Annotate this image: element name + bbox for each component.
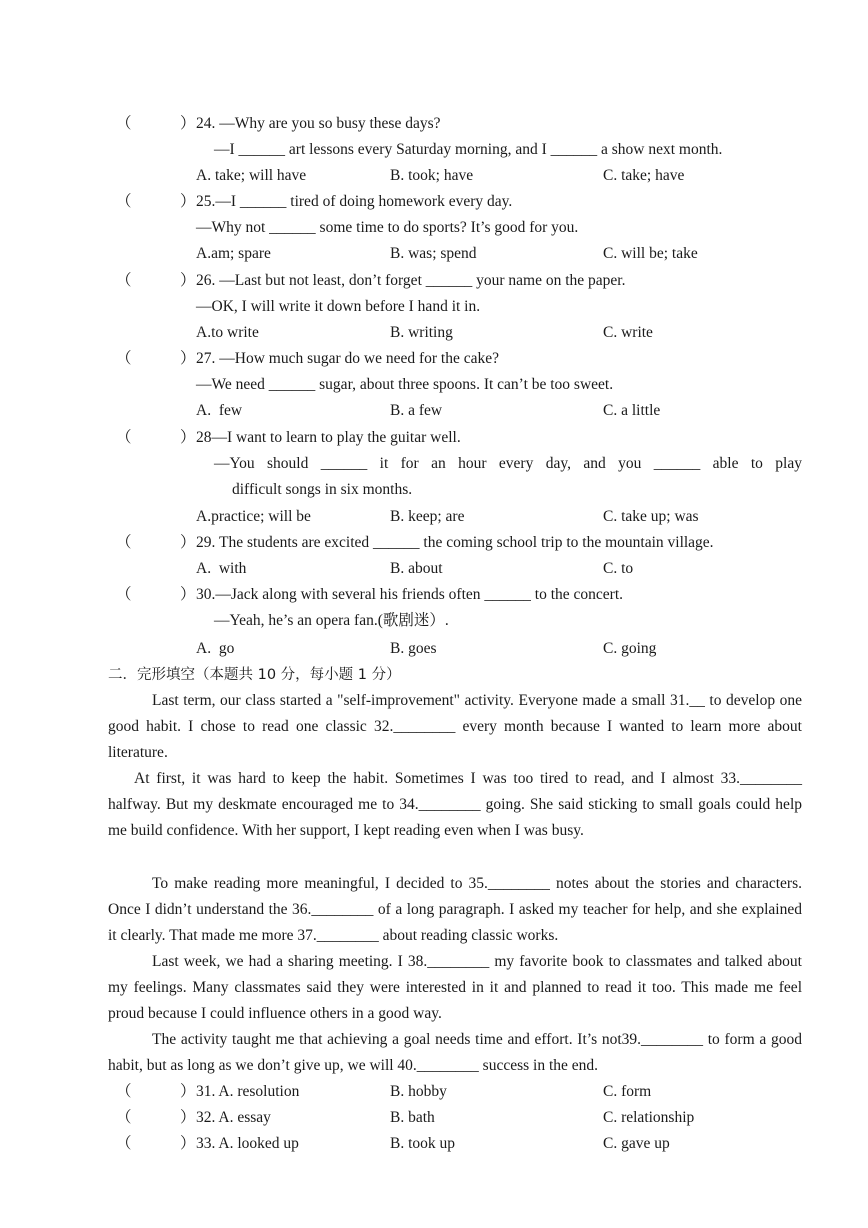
answer-paren-left: （ (116, 193, 132, 210)
option-c: C. to (603, 560, 634, 577)
question-30: 30.—Jack along with several his friends often ______ to the concert. (196, 586, 623, 603)
answer-paren-left: （ (116, 272, 132, 289)
question-26-line: —OK, I will write it down before I hand it in. (196, 298, 481, 315)
question-33: 33. A. looked up (196, 1135, 299, 1152)
answer-paren-right: ） (180, 586, 196, 603)
question-27: 27. —How much sugar do we need for the cake? (196, 350, 500, 367)
answer-paren-right: ） (180, 1109, 196, 1126)
question-28: 28—I want to learn to play the guitar well. (196, 429, 461, 446)
option-b: B. about (390, 560, 443, 577)
option-a: A.am; spare (196, 245, 271, 262)
answer-paren-right: ） (180, 272, 196, 289)
question-30-line: —Yeah, he’s an opera fan.(歌剧迷）. (214, 612, 449, 629)
option-c: C. gave up (603, 1135, 670, 1152)
answer-paren-left: （ (116, 350, 132, 367)
option-b: B. writing (390, 324, 453, 341)
option-c: C. will be; take (603, 245, 698, 262)
option-c: C. a little (603, 402, 661, 419)
option-b: B. goes (390, 640, 437, 657)
option-a: A. with (196, 560, 247, 577)
option-b: B. keep; are (390, 508, 465, 525)
passage-paragraph-3: To make reading more meaningful, I decided to 35.________ notes about the stories and characters. Once I didn’t understand the 36.________ of a long paragraph. I asked my teacher for help, and she explained it clearly. That made me more 37.________ about reading classic works. (108, 875, 802, 945)
answer-paren-left: （ (116, 1109, 132, 1126)
option-b: B. a few (390, 402, 443, 419)
answer-paren-left: （ (116, 429, 132, 446)
question-29: 29. The students are excited ______ the coming school trip to the mountain village. (196, 534, 714, 551)
option-c: C. form (603, 1083, 652, 1100)
passage-paragraph-2: At first, it was hard to keep the habit. Sometimes I was too tired to read, and I almost 33.________ halfway. But my deskmate encouraged me to 34.________ going. She said sticking to small goals could help me build confidence. With her support, I kept reading even when I was busy. (108, 770, 802, 840)
question-25: 25.—I ______ tired of doing homework every day. (196, 193, 513, 210)
answer-paren-left: （ (116, 1135, 132, 1152)
option-b: B. bath (390, 1109, 435, 1126)
option-c: C. going (603, 640, 657, 657)
answer-paren-right: ） (180, 115, 196, 132)
question-28-line: —You should ______ it for an hour every day, and you ______ able to play (214, 455, 802, 472)
option-c: C. take; have (603, 167, 685, 184)
option-a: A. take; will have (196, 167, 307, 184)
passage-paragraph-4: Last week, we had a sharing meeting. I 38.________ my favorite book to classmates and talked about my feelings. Many classmates said they were interested in it and planned to read it too. This made me feel proud because I could influence others in a good way. (108, 953, 802, 1023)
option-c: C. relationship (603, 1109, 695, 1126)
option-c: C. write (603, 324, 653, 341)
option-a: A.practice; will be (196, 508, 311, 525)
passage-paragraph-1: Last term, our class started a "self-improvement" activity. Everyone made a small 31.__ to develop one good habit. I chose to read one classic 32.________ every month because I wanted to learn more about literature. (108, 692, 802, 762)
answer-paren-right: ） (180, 193, 196, 210)
option-a: A.to write (196, 324, 259, 341)
option-a: A. few (196, 402, 243, 419)
option-b: B. took up (390, 1135, 456, 1152)
answer-paren-right: ） (180, 1135, 196, 1152)
answer-paren-left: （ (116, 586, 132, 603)
option-b: B. was; spend (390, 245, 477, 262)
question-27-line: —We need ______ sugar, about three spoons. It can’t be too sweet. (196, 376, 614, 393)
question-24: 24. —Why are you so busy these days? (196, 115, 441, 132)
question-28-line-2: difficult songs in six months. (232, 481, 413, 498)
question-26: 26. —Last but not least, don’t forget ______ your name on the paper. (196, 272, 626, 289)
answer-paren-right: ） (180, 429, 196, 446)
answer-paren-left: （ (116, 1083, 132, 1100)
answer-paren-right: ） (180, 1083, 196, 1100)
option-b: B. hobby (390, 1083, 447, 1100)
answer-paren-right: ） (180, 534, 196, 551)
answer-paren-right: ） (180, 350, 196, 367)
question-25-line: —Why not ______ some time to do sports? It’s good for you. (196, 219, 579, 236)
question-31: 31. A. resolution (196, 1083, 300, 1100)
passage-paragraph-5: The activity taught me that achieving a goal needs time and effort. It’s not39.________ to form a good habit, but as long as we don’t give up, we will 40.________ success in the end. (108, 1031, 802, 1075)
section-heading: 二．完形填空（本题共 10 分，每小题 1 分） (108, 667, 401, 683)
option-b: B. took; have (390, 167, 474, 184)
question-32: 32. A. essay (196, 1109, 271, 1126)
option-a: A. go (196, 640, 235, 657)
option-c: C. take up; was (603, 508, 699, 525)
question-24-line: —I ______ art lessons every Saturday morning, and I ______ a show next month. (214, 141, 723, 158)
answer-paren-left: （ (116, 115, 132, 132)
answer-paren-left: （ (116, 534, 132, 551)
